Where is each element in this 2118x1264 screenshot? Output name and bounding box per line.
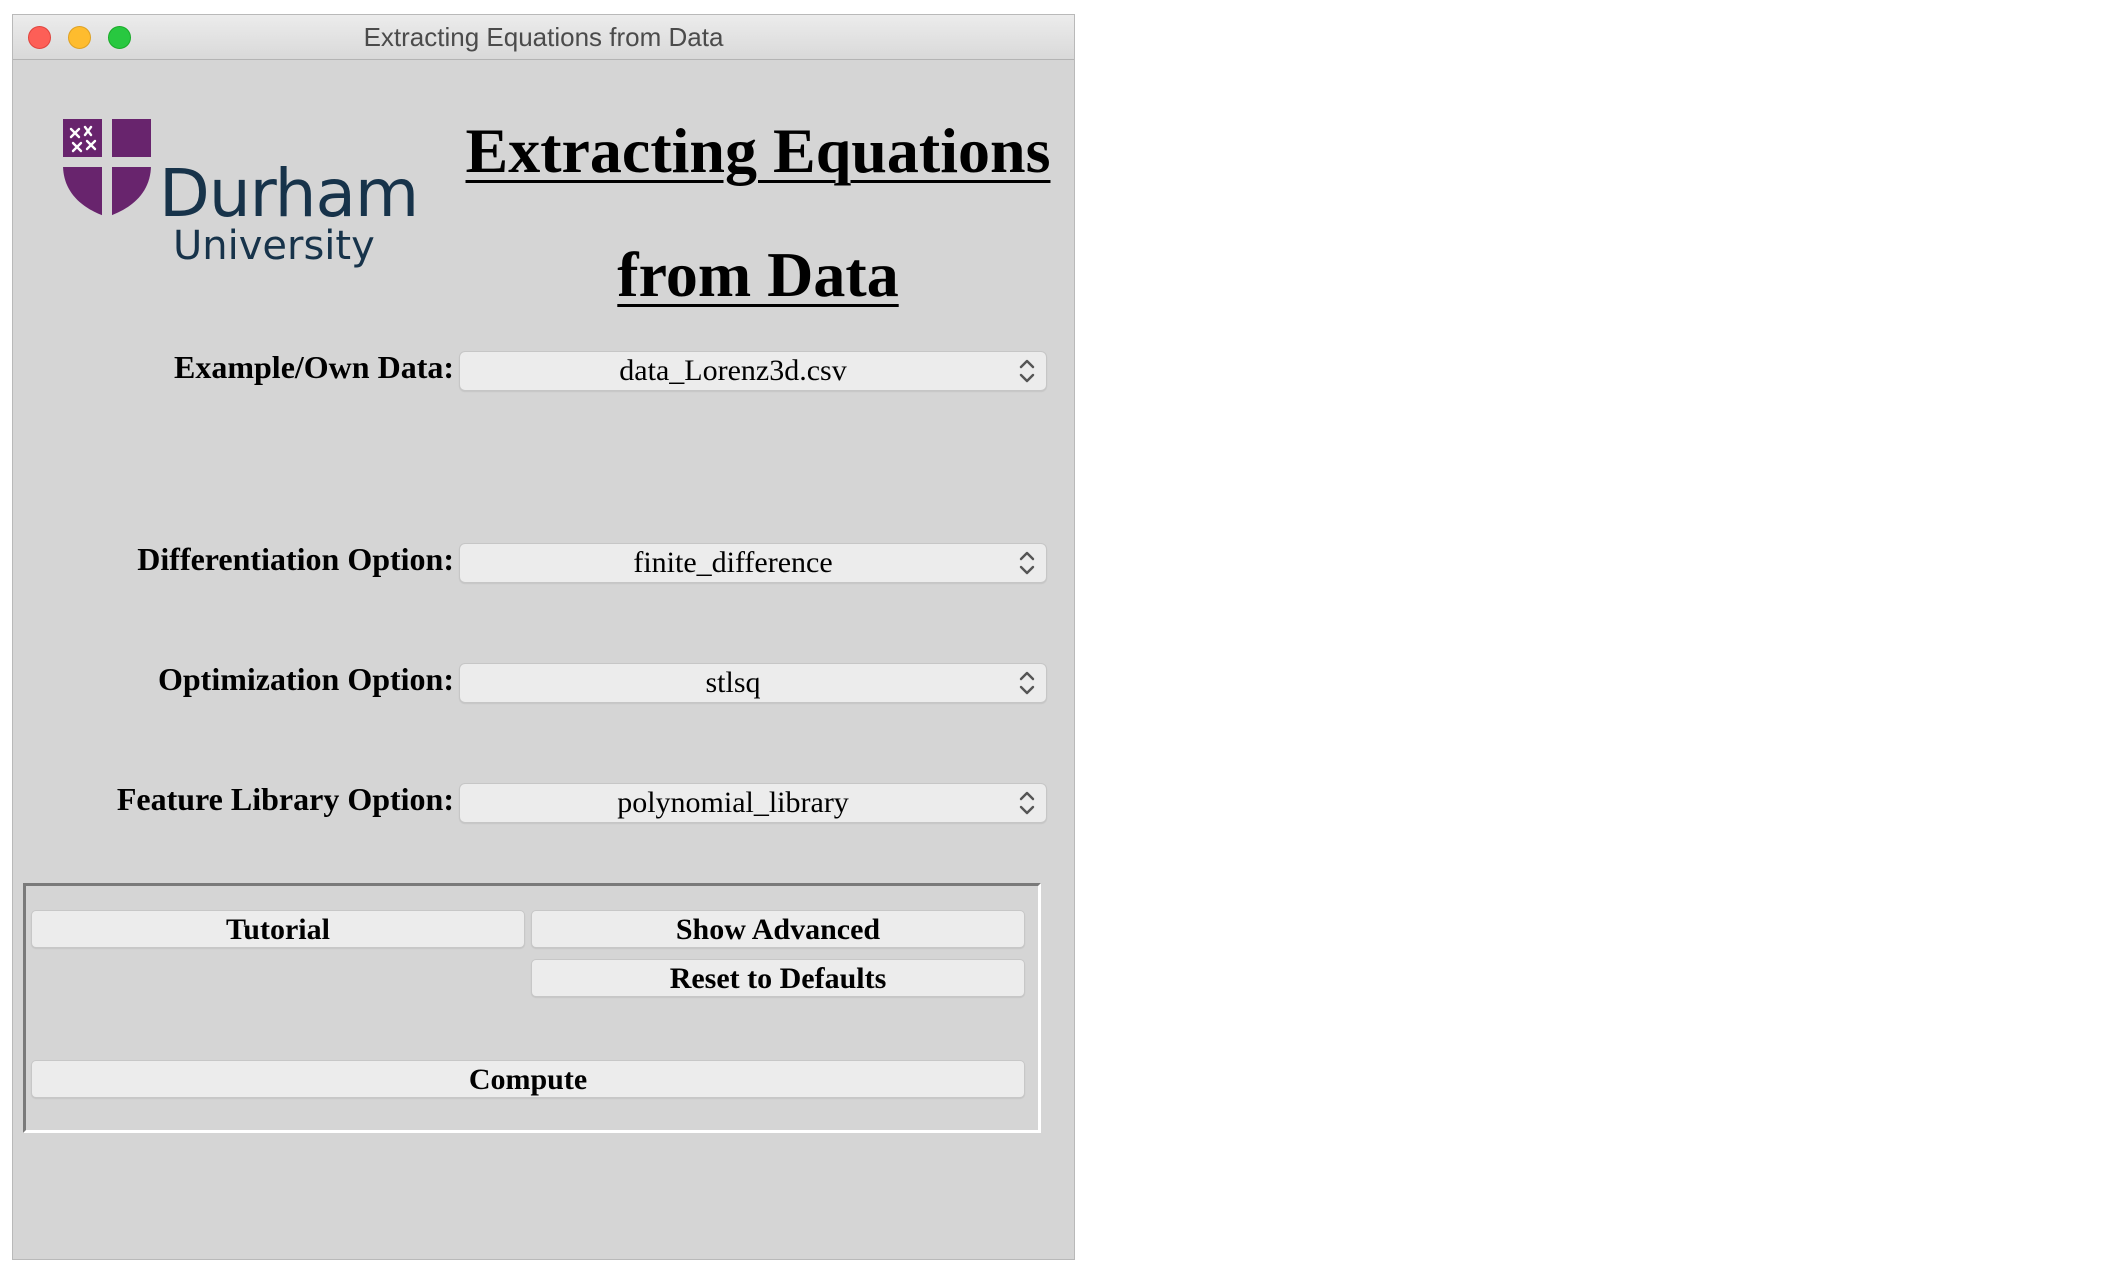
feature-library-select-label: Feature Library Option: xyxy=(116,781,454,817)
feature-library-select-value: polynomial_library xyxy=(617,786,849,819)
reset-to-defaults-button[interactable]: Reset to Defaults xyxy=(531,959,1025,997)
show-advanced-button[interactable]: Show Advanced xyxy=(531,910,1025,948)
tutorial-button[interactable]: Tutorial xyxy=(31,910,525,948)
page-title xyxy=(453,89,1063,337)
window-title: Extracting Equations from Data xyxy=(363,22,724,52)
title-bar[interactable] xyxy=(13,15,1074,60)
optimization-select-value: stlsq xyxy=(705,666,761,699)
up-down-chevron-icon xyxy=(1016,787,1038,819)
data-select-value: data_Lorenz3d.csv xyxy=(619,354,847,387)
differentiation-select-value: finite_difference xyxy=(633,546,833,579)
data-select[interactable] xyxy=(459,351,1047,391)
logo-wordmark-university: University xyxy=(173,223,375,269)
actions-panel xyxy=(23,883,1041,1133)
app-window xyxy=(12,14,1075,1260)
differentiation-select[interactable] xyxy=(459,543,1047,583)
durham-shield-icon xyxy=(59,113,155,219)
optimization-select-label: Optimization Option: xyxy=(157,661,454,697)
up-down-chevron-icon xyxy=(1016,355,1038,387)
up-down-chevron-icon xyxy=(1016,667,1038,699)
up-down-chevron-icon xyxy=(1016,547,1038,579)
differentiation-select-label: Differentiation Option: xyxy=(137,541,454,577)
page-title-line-1: Extracting Equations xyxy=(465,115,1051,186)
data-select-label: Example/Own Data: xyxy=(174,349,454,385)
optimization-select[interactable] xyxy=(459,663,1047,703)
compute-button[interactable]: Compute xyxy=(31,1060,1025,1098)
feature-library-select[interactable] xyxy=(459,783,1047,823)
logo-wordmark-durham: Durham xyxy=(159,155,419,232)
durham-university-logo xyxy=(59,113,419,273)
page-title-line-2: from Data xyxy=(617,239,899,310)
